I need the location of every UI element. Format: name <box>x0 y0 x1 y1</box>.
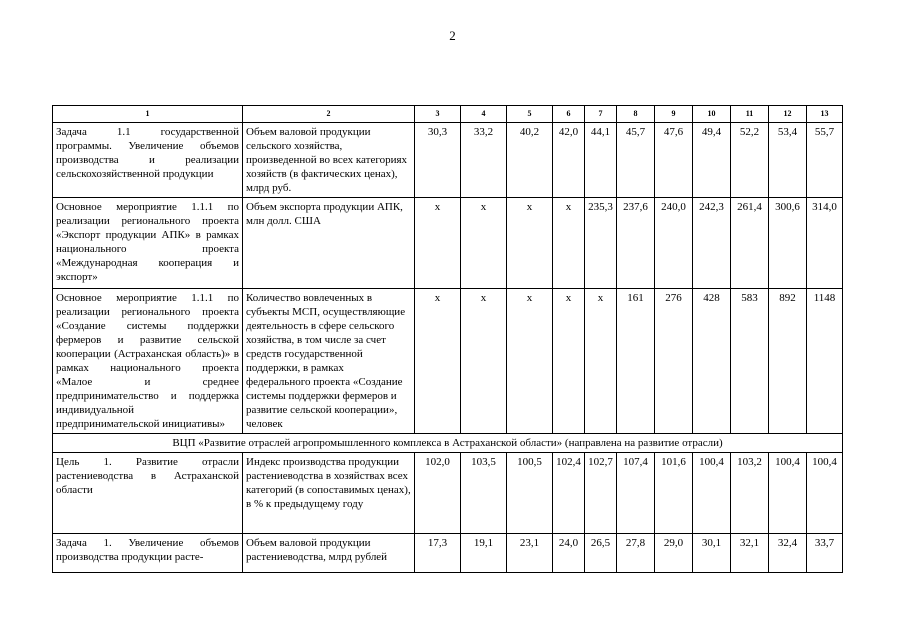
column-header: 6 <box>553 106 585 123</box>
indicator-cell: Количество вовлеченных в субъекты МСП, осуществляющие деятельность в сфере сельского хозяйства, в том числе за счет средств государственной поддержки, в рамках федерального проекта «Создание системы поддержки фермеров и развитие сельской кооперации», человек <box>243 289 415 434</box>
value-cell: x <box>415 289 461 434</box>
value-cell: 23,1 <box>507 534 553 573</box>
column-header: 12 <box>769 106 807 123</box>
value-cell: 276 <box>655 289 693 434</box>
value-cell: 237,6 <box>617 198 655 289</box>
header-row <box>53 106 843 123</box>
column-header: 1 <box>53 106 243 123</box>
table-row <box>53 289 843 434</box>
indicators-table <box>52 105 843 573</box>
value-cell: 892 <box>769 289 807 434</box>
measure-cell: Задача 1. Увеличение объемов производства продукции расте- <box>53 534 243 573</box>
value-cell: x <box>553 289 585 434</box>
value-cell: 100,4 <box>807 453 843 534</box>
value-cell: 52,2 <box>731 123 769 198</box>
value-cell: 26,5 <box>585 534 617 573</box>
value-cell: x <box>507 198 553 289</box>
indicator-cell: Объем экспорта продукции АПК, млн долл. США <box>243 198 415 289</box>
value-cell: 49,4 <box>693 123 731 198</box>
table-row <box>53 198 843 289</box>
column-header: 2 <box>243 106 415 123</box>
value-cell: 583 <box>731 289 769 434</box>
table-row <box>53 123 843 198</box>
value-cell: 103,2 <box>731 453 769 534</box>
indicator-cell: Индекс производства продукции растениеводства в хозяйствах всех категорий (в сопоставимых ценах), в % к предыдущему году <box>243 453 415 534</box>
measure-cell: Основное мероприятие 1.1.1 по реализации регионального проекта «Экспорт продукции АПК» в рамках национального проекта «Международная кооперация и экспорт» <box>53 198 243 289</box>
value-cell: 24,0 <box>553 534 585 573</box>
value-cell: 107,4 <box>617 453 655 534</box>
value-cell: 101,6 <box>655 453 693 534</box>
value-cell: x <box>461 198 507 289</box>
value-cell: 30,1 <box>693 534 731 573</box>
column-header: 9 <box>655 106 693 123</box>
page-number: 2 <box>449 28 456 43</box>
value-cell: 17,3 <box>415 534 461 573</box>
column-header: 3 <box>415 106 461 123</box>
measure-cell: Основное мероприятие 1.1.1 по реализации регионального проекта «Создание системы поддержки фермеров и развитие сельской кооперации (Астраханская область)» в рамках национального проекта «Малое и среднее предпринимательство и поддержка индивидуальной предпринимательской инициативы» <box>53 289 243 434</box>
value-cell: 102,7 <box>585 453 617 534</box>
value-cell: x <box>461 289 507 434</box>
value-cell: 102,0 <box>415 453 461 534</box>
value-cell: 161 <box>617 289 655 434</box>
column-header: 7 <box>585 106 617 123</box>
indicator-cell: Объем валовой продукции сельского хозяйства, произведенной во всех категориях хозяйств (в фактических ценах), млрд руб. <box>243 123 415 198</box>
section-row <box>53 434 843 453</box>
column-header: 10 <box>693 106 731 123</box>
value-cell: 32,1 <box>731 534 769 573</box>
section-title: ВЦП «Развитие отраслей агропромышленного комплекса в Астраханской области» (направлена на развитие отрасли) <box>53 434 843 453</box>
column-header: 11 <box>731 106 769 123</box>
value-cell: 314,0 <box>807 198 843 289</box>
value-cell: x <box>507 289 553 434</box>
value-cell: 261,4 <box>731 198 769 289</box>
value-cell: 100,4 <box>769 453 807 534</box>
value-cell: 240,0 <box>655 198 693 289</box>
value-cell: 102,4 <box>553 453 585 534</box>
value-cell: 42,0 <box>553 123 585 198</box>
indicator-cell: Объем валовой продукции растениеводства, млрд рублей <box>243 534 415 573</box>
value-cell: 53,4 <box>769 123 807 198</box>
value-cell: 300,6 <box>769 198 807 289</box>
value-cell: 1148 <box>807 289 843 434</box>
measure-cell: Цель 1. Развитие отрасли растениеводства в Астраханской области <box>53 453 243 534</box>
value-cell: 47,6 <box>655 123 693 198</box>
measure-cell: Задача 1.1 государственной программы. Увеличение объемов производства и реализации сельскохозяйственной продукции <box>53 123 243 198</box>
value-cell: x <box>585 289 617 434</box>
value-cell: 242,3 <box>693 198 731 289</box>
value-cell: 103,5 <box>461 453 507 534</box>
value-cell: 32,4 <box>769 534 807 573</box>
value-cell: 33,7 <box>807 534 843 573</box>
value-cell: 29,0 <box>655 534 693 573</box>
value-cell: 100,5 <box>507 453 553 534</box>
value-cell: 100,4 <box>693 453 731 534</box>
value-cell: x <box>553 198 585 289</box>
table-row <box>53 534 843 573</box>
value-cell: 19,1 <box>461 534 507 573</box>
value-cell: 30,3 <box>415 123 461 198</box>
column-header: 4 <box>461 106 507 123</box>
value-cell: x <box>415 198 461 289</box>
value-cell: 27,8 <box>617 534 655 573</box>
table-row <box>53 453 843 534</box>
column-header: 13 <box>807 106 843 123</box>
value-cell: 33,2 <box>461 123 507 198</box>
value-cell: 428 <box>693 289 731 434</box>
value-cell: 55,7 <box>807 123 843 198</box>
value-cell: 45,7 <box>617 123 655 198</box>
column-header: 5 <box>507 106 553 123</box>
value-cell: 44,1 <box>585 123 617 198</box>
value-cell: 235,3 <box>585 198 617 289</box>
value-cell: 40,2 <box>507 123 553 198</box>
column-header: 8 <box>617 106 655 123</box>
